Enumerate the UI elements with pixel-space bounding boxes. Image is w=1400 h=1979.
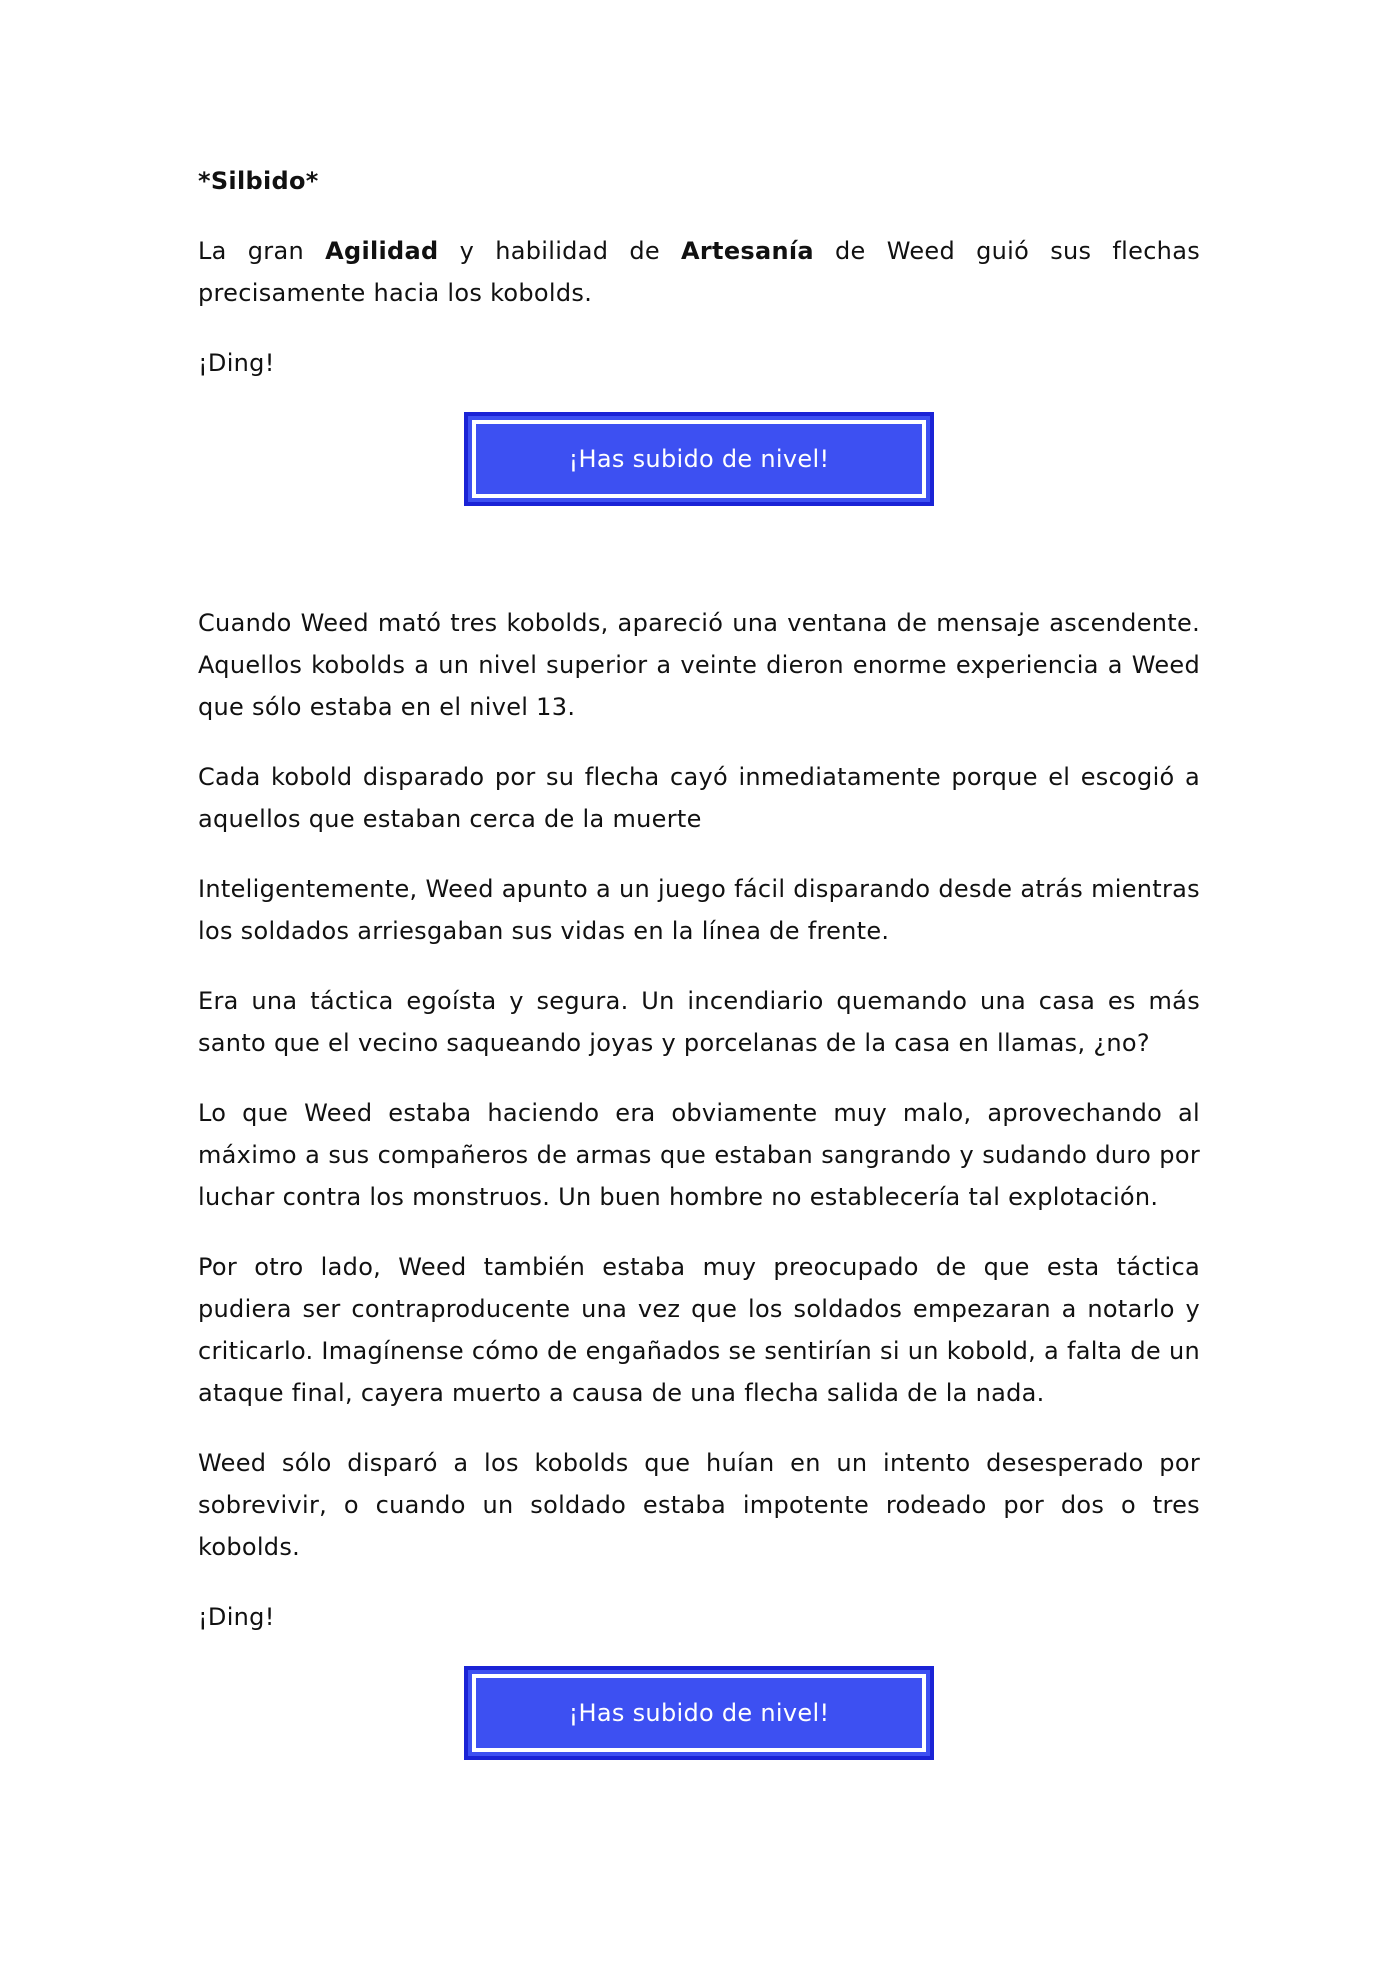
skill-name-agility: Agilidad [325, 237, 439, 265]
document-body [198, 160, 1200, 1760]
paragraph: Weed sólo disparó a los kobolds que huían en un intento desesperado por sobrevivir, o cuando un soldado estaba impotente rodeado por dos o tres kobolds. [198, 1449, 1200, 1561]
paragraph: Era una táctica egoísta y segura. Un incendiario quemando una casa es más santo que el vecino saqueando joyas y porcelanas de la casa en llamas, ¿no? [198, 987, 1200, 1057]
paragraph: Cada kobold disparado por su flecha cayó inmediatamente porque el escogió a aquellos que estaban cerca de la muerte [198, 763, 1200, 833]
paragraph: Inteligentemente, Weed apunto a un juego fácil disparando desde atrás mientras los soldados arriesgaban sus vidas en la línea de frente. [198, 875, 1200, 945]
level-up-notice-text: ¡Has subido de nivel! [568, 445, 830, 473]
skill-name-crafting: Artesanía [681, 237, 814, 265]
text-fragment: y habilidad de [438, 237, 682, 265]
paragraph: Por otro lado, Weed también estaba muy preocupado de que esta táctica pudiera ser contraproducente una vez que los soldados empezaran a notarlo y criticarlo. Imagínense cómo de engañados se sentirían si un kobold, a falta de un ataque final, cayera muerto a causa de una flecha salida de la nada. [198, 1253, 1200, 1407]
notice-wrapper [198, 412, 1200, 506]
paragraph: Lo que Weed estaba haciendo era obviamente muy malo, aprovechando al máximo a sus compañeros de armas que estaban sangrando y sudando duro por luchar contra los monstruos. Un buen hombre no establecería tal explotación. [198, 1099, 1200, 1211]
ding-text: ¡Ding! [198, 1603, 275, 1631]
level-up-notice [464, 1666, 934, 1760]
paragraph: Cuando Weed mató tres kobolds, apareció una ventana de mensaje ascendente. Aquellos kobolds a un nivel superior a veinte dieron enorme experiencia a Weed que sólo estaba en el nivel 13. [198, 609, 1200, 721]
paragraph-agility [198, 230, 1200, 314]
level-up-notice-text: ¡Has subido de nivel! [568, 1699, 830, 1727]
ding-text: ¡Ding! [198, 349, 275, 377]
text-fragment: La gran [198, 237, 326, 265]
notice-wrapper [198, 1666, 1200, 1760]
sound-effect-text: *Silbido* [198, 167, 319, 195]
text-fragment: de Weed guió sus flechas precisamente hacia los kobolds. [198, 237, 1201, 307]
level-up-notice [464, 412, 934, 506]
